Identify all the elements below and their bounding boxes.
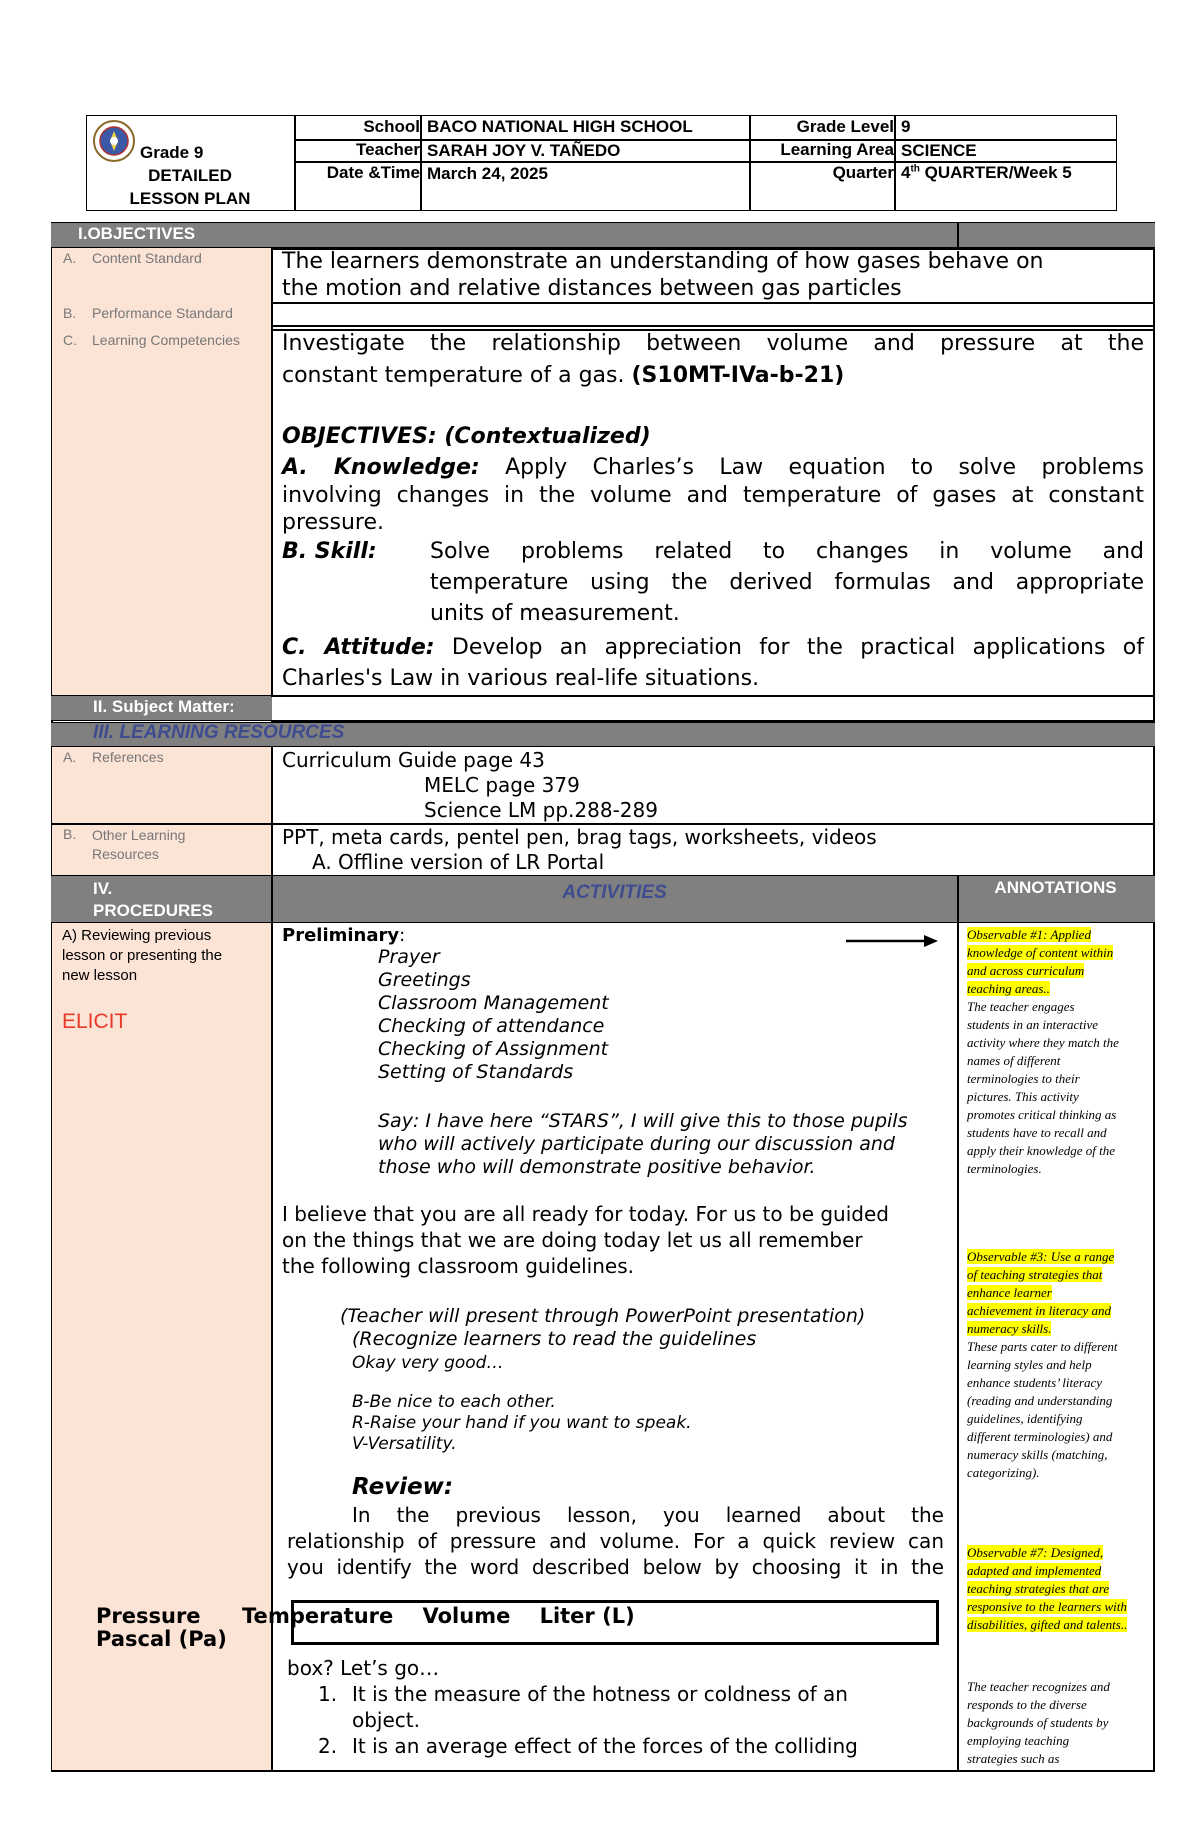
ref-line2: MELC page 379 — [424, 773, 580, 797]
review-line3: you identify the word described below by choosing it in the — [287, 1555, 944, 1579]
believe-text: I believe that you are all ready for today. For us to be guided on the things that we are doing today let us all remember the following classroom guidelines. — [282, 1202, 889, 1278]
review-heading: Review: — [352, 1474, 454, 1500]
ref-label: References — [92, 749, 164, 765]
review-line2: relationship of pressure and volume. For a quick review can — [287, 1529, 944, 1553]
knowledge-line3: pressure. — [282, 510, 385, 535]
procedures-heading: IV. PROCEDURES — [93, 879, 213, 920]
competency-line2: constant temperature of a gas. (S10MT-IVa-b-21) — [282, 363, 845, 388]
q1-num: 1. — [318, 1682, 338, 1706]
grade-title: Grade 9 — [140, 143, 204, 162]
recognize-note: (Recognize learners to read the guidelines — [352, 1328, 757, 1350]
ctx-heading: OBJECTIVES: (Contextualized) — [282, 424, 651, 449]
content-standard-label: Content Standard — [92, 250, 202, 266]
step-a-label: A) Reviewing previous lesson or presenting the new lesson — [62, 927, 223, 984]
quarter-label: Quarter — [832, 163, 894, 182]
skill-line3: units of measurement. — [430, 601, 680, 626]
lesson-plan-label: LESSON PLAN — [129, 189, 251, 208]
objectives-heading: I.OBJECTIVES — [78, 224, 196, 243]
learning-area-label: Learning Area — [780, 140, 894, 159]
annotation-observable-7-body: The teacher recognizes and responds to the diverse backgrounds of students by employing teaching strategies such as — [967, 1679, 1110, 1766]
other-letter: B. — [63, 826, 77, 842]
competencies-label: Learning Competencies — [92, 332, 240, 348]
other-line2: A. Offline version of LR Portal — [312, 850, 605, 874]
performance-label: Performance Standard — [92, 305, 233, 321]
skill-label: B. Skill: — [282, 539, 377, 564]
skill-line2: temperature using the derived formulas and appropriate — [430, 570, 1144, 595]
other-line1: PPT, meta cards, pentel pen, brag tags, worksheets, videos — [282, 825, 877, 849]
word-box-terms: mperature Volume Liter (L) — [268, 1604, 635, 1628]
review-line1: In the previous lesson, you learned about the — [352, 1503, 944, 1527]
knowledge-line1: A. Knowledge: Apply Charles’s Law equation to solve problems — [282, 455, 1144, 480]
word-pascal-cut: Pascal (Pa) — [96, 1627, 227, 1651]
word-pressure: Pressure — [96, 1604, 201, 1628]
ppt-note: (Teacher will present through PowerPoint presentation) — [340, 1305, 866, 1327]
detailed-label: DETAILED — [148, 166, 232, 185]
annotation-observable-7: Observable #7: Designed, adapted and implemented teaching strategies that are responsive to the learners with disabilities, gifted and talents.. — [967, 1545, 1128, 1632]
competency-line1: Investigate the relationship between volume and pressure at the — [282, 331, 1144, 356]
q2-num: 2. — [318, 1734, 338, 1758]
quarter-value: 4th QUARTER/Week 5 — [901, 163, 1072, 182]
attitude-line2: Charles's Law in various real-life situations. — [282, 666, 760, 691]
skill-line1: Solve problems related to changes in volume and — [430, 539, 1144, 564]
ref-line1: Curriculum Guide page 43 — [282, 748, 545, 772]
ref-line3: Science LM pp.288-289 — [424, 798, 658, 822]
attitude-line1: C. Attitude: Develop an appreciation for the practical applications of — [282, 635, 1144, 660]
q2-text: It is an average effect of the forces of the colliding — [352, 1734, 858, 1758]
deped-seal-icon — [92, 119, 136, 163]
annotations-heading: ANNOTATIONS — [994, 878, 1117, 897]
annotation-observable-1: Observable #1: Applied knowledge of content within and across curriculum teaching areas.. The teacher engages students in an interactive activity where they match the names of different terminologies to their pictures. This activity promotes critical thinking as students have to recall and apply their knowledge of the terminologies. — [967, 927, 1119, 1176]
content-standard-text: The learners demonstrate an understanding of how gases behave on the motion and relative distances between gas particles — [282, 249, 1044, 301]
brv-guidelines: B-Be nice to each other. R-Raise your hand if you want to speak. V-Versatility. — [352, 1392, 692, 1454]
grade-level-value: 9 — [901, 117, 911, 136]
subject-matter-heading: II. Subject Matter: — [93, 697, 235, 716]
activities-heading: ACTIVITIES — [562, 882, 667, 903]
knowledge-line2: involving changes in the volume and temperature of gases at constant — [282, 483, 1144, 508]
other-label: Other Learning Resources — [92, 827, 186, 862]
annotation-observable-3: Observable #3: Use a range of teaching strategies that enhance learner achievement in literacy and numeracy skills. These parts cater to different learning styles and help enhance students’ literacy (reading and understanding guidelines, identifying different terminologies) and numeracy skills (matching, categorizing). — [967, 1249, 1118, 1480]
teacher-value: SARAH JOY V. TAÑEDO — [427, 141, 621, 160]
competencies-letter: C. — [63, 332, 77, 348]
q1-text: It is the measure of the hotness or coldness of an object. — [352, 1682, 848, 1732]
resources-heading: III. LEARNING RESOURCES — [93, 722, 345, 743]
school-value: BACO NATIONAL HIGH SCHOOL — [427, 117, 693, 136]
arrow-icon — [846, 933, 938, 949]
datetime-label: Date &Time — [326, 163, 420, 182]
elicit-label: ELICIT — [62, 1010, 128, 1033]
ref-letter: A. — [63, 749, 77, 765]
objectives-bar — [51, 222, 1155, 248]
word-te: Te — [242, 1604, 268, 1628]
performance-letter: B. — [63, 305, 77, 321]
teacher-label: Teacher — [356, 140, 420, 159]
grade-level-label: Grade Level — [796, 117, 894, 136]
okay-note: Okay very good… — [352, 1353, 504, 1373]
datetime-value: March 24, 2025 — [427, 164, 548, 183]
say-text: Say: I have here “STARS”, I will give this to those pupils who will actively participate during our discussion and those who will demonstrate positive behavior. — [378, 1110, 908, 1178]
school-label: School — [363, 117, 420, 136]
preliminary-label: Preliminary: — [282, 925, 406, 946]
prelim-list: Prayer Greetings Classroom Management Checking of attendance Checking of Assignment Setting of Standards — [378, 946, 609, 1083]
learning-area-value: SCIENCE — [901, 141, 977, 160]
box-go: box? Let’s go… — [287, 1656, 440, 1680]
content-standard-letter: A. — [63, 250, 77, 266]
